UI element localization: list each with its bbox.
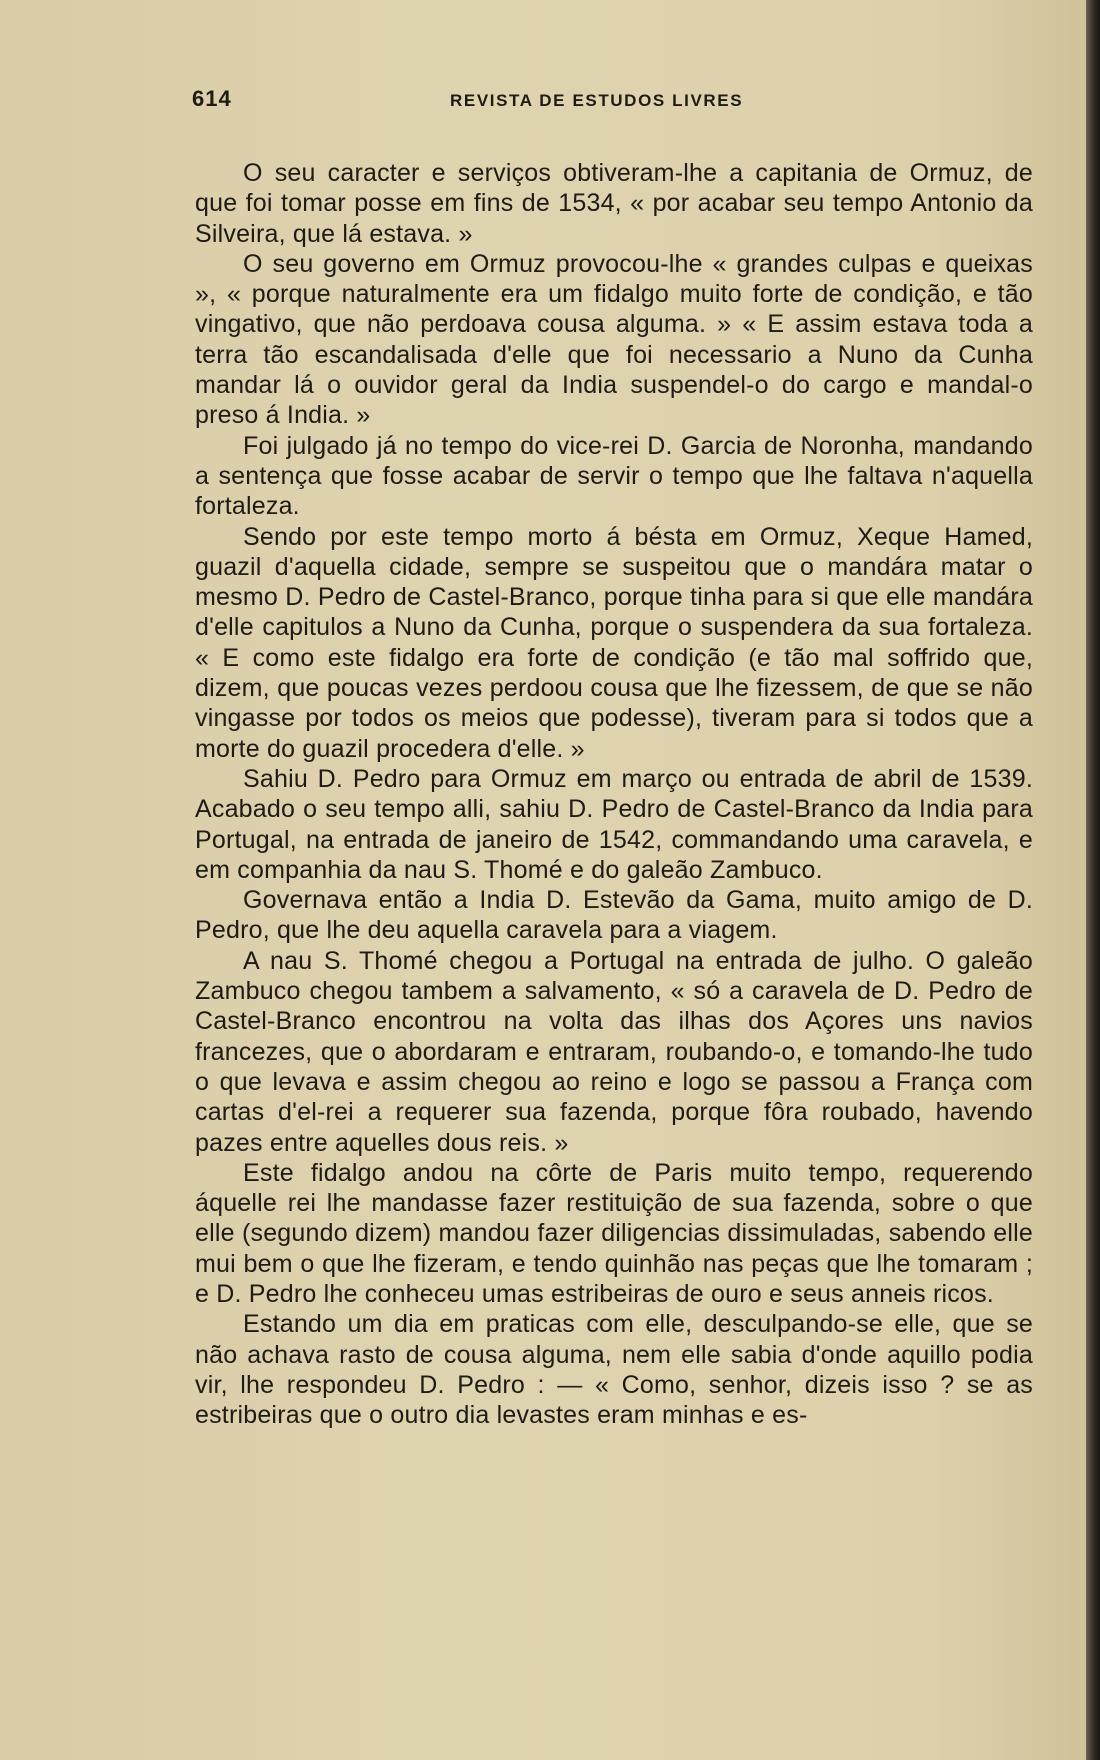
paragraph: Sahiu D. Pedro para Ormuz em março ou entrada de abril de 1539. Acabado o seu tempo alli, sahiu D. Pedro de Castel-Branco da India para Portugal, na entrada de janeiro de 1542, commandando uma caravela, e em companhia da nau S. Thomé e do galeão Zambuco. (195, 764, 1033, 884)
page-spine-shadow (1086, 0, 1100, 1760)
body-text (195, 158, 1033, 1430)
paragraph: O seu governo em Ormuz provocou-lhe « grandes culpas e queixas », « porque naturalmente era um fidalgo muito forte de condição, e tão vingativo, que não perdoava cousa alguma. » « E assim estava toda a terra tão escandalisada d'elle que foi necessario a Nuno da Cunha mandar lá o ouvidor geral da India suspendel-o do cargo e mandal-o preso á India. » (195, 249, 1033, 430)
journal-title: REVISTA DE ESTUDOS LIVRES (450, 91, 744, 110)
paragraph: Foi julgado já no tempo do vice-rei D. Garcia de Noronha, mandando a sentença que fosse acabar de servir o tempo que lhe faltava n'aquella fortaleza. (195, 431, 1033, 521)
paragraph: A nau S. Thomé chegou a Portugal na entrada de julho. O galeão Zambuco chegou tambem a salvamento, « só a caravela de D. Pedro de Castel-Branco encontrou na volta das ilhas dos Açores uns navios francezes, que o abordaram e entraram, roubando-o, e tomando-lhe tudo o que levava e assim chegou ao reino e logo se passou a França com cartas d'el-rei a requerer sua fazenda, porque fôra roubado, havendo pazes entre aquelles dous reis. » (195, 946, 1033, 1157)
running-head (192, 86, 1032, 120)
paragraph: Este fidalgo andou na côrte de Paris muito tempo, requerendo áquelle rei lhe mandasse fazer restituição de sua fazenda, sobre o que elle (segundo dizem) mandou fazer diligencias dissimuladas, sabendo elle mui bem o que lhe fizeram, e tendo quinhão nas peças que lhe tomaram ; e D. Pedro lhe conheceu umas estribeiras de ouro e seus anneis ricos. (195, 1158, 1033, 1308)
paragraph: Governava então a India D. Estevão da Gama, muito amigo de D. Pedro, que lhe deu aquella caravela para a viagem. (195, 886, 1033, 945)
page-number: 614 (192, 86, 232, 111)
paragraph: O seu caracter e serviços obtiveram-lhe a capitania de Ormuz, de que foi tomar posse em fins de 1534, « por acabar seu tempo Antonio da Silveira, que lá estava. » (195, 159, 1033, 248)
paragraph: Sendo por este tempo morto á bésta em Ormuz, Xeque Hamed, guazil d'aquella cidade, sempre se suspeitou que o mandára matar o mesmo D. Pedro de Castel-Branco, porque tinha para si que elle mandára d'elle capitulos a Nuno da Cunha, porque o suspendera da sua fortaleza. « E como este fidalgo era forte de condição (e tão mal soffrido que, dizem, que poucas vezes perdoou cousa que lhe fizessem, de que se não vingasse por todos os meios que podesse), tiveram para si todos que a morte do guazil procedera d'elle. » (195, 522, 1033, 763)
paragraph: Estando um dia em praticas com elle, desculpando-se elle, que se não achava rasto de cousa alguma, nem elle sabia d'onde aquillo podia vir, lhe respondeu D. Pedro : — « Como, senhor, dizeis isso ? se as estribeiras que o outro dia levastes eram minhas e es- (195, 1310, 1033, 1430)
